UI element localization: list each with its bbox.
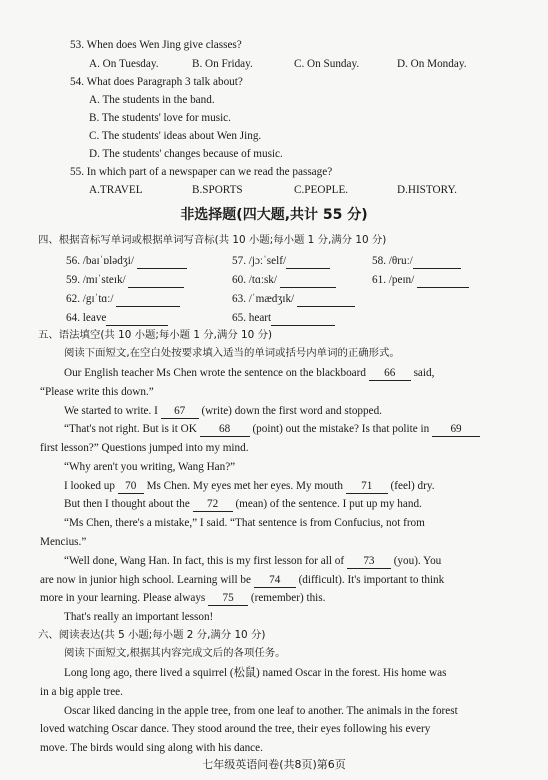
question-53-stem: 53. When does Wen Jing give classes? [70, 39, 242, 51]
passage-line: “Well done, Wang Han. In fact, this is my first lesson for all of 73 (you). You [64, 555, 442, 567]
question-54-option-c: C. The students' ideas about Wen Jing. [89, 130, 262, 142]
section6-heading: 六、阅读表达(共 5 小题;每小题 2 分,满分 10 分) [38, 629, 266, 641]
phonetic-item: 62. /gɪˈtɑː/ [66, 292, 180, 307]
passage-line: “Please write this down.” [40, 386, 154, 398]
question-53-option-b: B. On Friday. [192, 58, 253, 70]
passage-line: loved watching Oscar dance. They stood around the tree, their eyes following his every [40, 723, 431, 735]
phonetic-item: 61. /peɪn/ [372, 273, 469, 288]
passage-line: “Ms Chen, there's a mistake,” I said. “That sentence is from Confucius, not from [64, 517, 425, 529]
passage-line: But then I thought about the 72 (mean) of the sentence. I put up my hand. [64, 498, 422, 510]
phonetic-item: 60. /tɑːsk/ [232, 273, 336, 288]
passage-line: I looked up 70 Ms Chen. My eyes met her eyes. My mouth 71 (feel) dry. [64, 480, 435, 492]
phonetic-item: 58. /θruː/ [372, 254, 461, 269]
blank-73[interactable]: 73 [347, 556, 391, 569]
question-55-option-d: D.HISTORY. [397, 184, 457, 196]
question-55-stem: 55. In which part of a newspaper can we read the passage? [70, 166, 333, 178]
passage-line: “Why aren't you writing, Wang Han?” [64, 461, 236, 473]
passage-line: Mencius.” [40, 536, 87, 548]
blank-70[interactable]: 70 [118, 481, 144, 494]
blank-75[interactable]: 75 [208, 593, 248, 606]
phonetic-item: 59. /mɪˈsteɪk/ [66, 273, 184, 288]
blank-67[interactable]: 67 [161, 406, 199, 419]
question-55-option-a: A.TRAVEL [89, 184, 143, 196]
question-53-option-a: A. On Tuesday. [89, 58, 159, 70]
phonetic-item: 57. /jɔːˈself/ [232, 254, 330, 269]
passage-line: We started to write. I 67 (write) down the first word and stopped. [64, 405, 382, 417]
question-53-option-d: D. On Monday. [397, 58, 467, 70]
section6-instruction: 阅读下面短文,根据其内容完成文后的各项任务。 [64, 647, 286, 659]
phonetic-item: 56. /baɪˈɒlədʒi/ [66, 254, 187, 269]
passage-line: Long long ago, there lived a squirrel (松鼠) named Oscar in the forest. His home was [64, 667, 447, 679]
passage-line: That's really an important lesson! [64, 611, 214, 623]
passage-line: Oscar liked dancing in the apple tree, from one leaf to another. The animals in the forest [64, 705, 458, 717]
blank-69[interactable]: 69 [432, 424, 480, 437]
passage-line: move. The birds would sing along with his dance. [40, 742, 263, 754]
blank-68[interactable]: 68 [200, 424, 250, 437]
passage-line: more in your learning. Please always 75 (remember) this. [40, 592, 326, 604]
passage-line: in a big apple tree. [40, 686, 123, 698]
question-54-option-a: A. The students in the band. [89, 94, 215, 106]
blank-71[interactable]: 71 [346, 481, 388, 494]
phonetic-item: 65. heart [232, 311, 335, 326]
question-54-option-d: D. The students' changes because of music. [89, 148, 283, 160]
section5-instruction: 阅读下面短文,在空白处按要求填入适当的单词或括号内单词的正确形式。 [64, 347, 400, 359]
section5-heading: 五、语法填空(共 10 小题;每小题 1 分,满分 10 分) [38, 329, 273, 341]
page-footer: 七年级英语问卷(共8页)第6页 [202, 758, 346, 771]
passage-line: “That's not right. But is it OK 68 (point) out the mistake? Is that polite in 69 [64, 422, 480, 437]
blank-66[interactable]: 66 [369, 368, 411, 381]
question-54-option-b: B. The students' love for music. [89, 112, 231, 124]
phonetic-item: 64. leave [66, 311, 168, 326]
question-55-option-b: B.SPORTS [192, 184, 243, 196]
question-53-option-c: C. On Sunday. [294, 58, 360, 70]
question-55-option-c: C.PEOPLE. [294, 184, 349, 196]
blank-74[interactable]: 74 [254, 575, 296, 588]
passage-line: are now in junior high school. Learning will be 74 (difficult). It's important to think [40, 574, 445, 586]
passage-line: first lesson?” Questions jumped into my mind. [40, 442, 249, 454]
question-54-stem: 54. What does Paragraph 3 talk about? [70, 76, 243, 88]
blank-72[interactable]: 72 [193, 499, 233, 512]
section4-heading: 四、根据音标写单词或根据单词写音标(共 10 小题;每小题 1 分,满分 10 分) [38, 234, 387, 246]
passage-line: Our English teacher Ms Chen wrote the sentence on the blackboard 66 said, [64, 367, 435, 379]
part2-title: 非选择题(四大题,共计 55 分) [180, 207, 368, 223]
phonetic-item: 63. /ˈmædʒɪk/ [232, 292, 355, 307]
